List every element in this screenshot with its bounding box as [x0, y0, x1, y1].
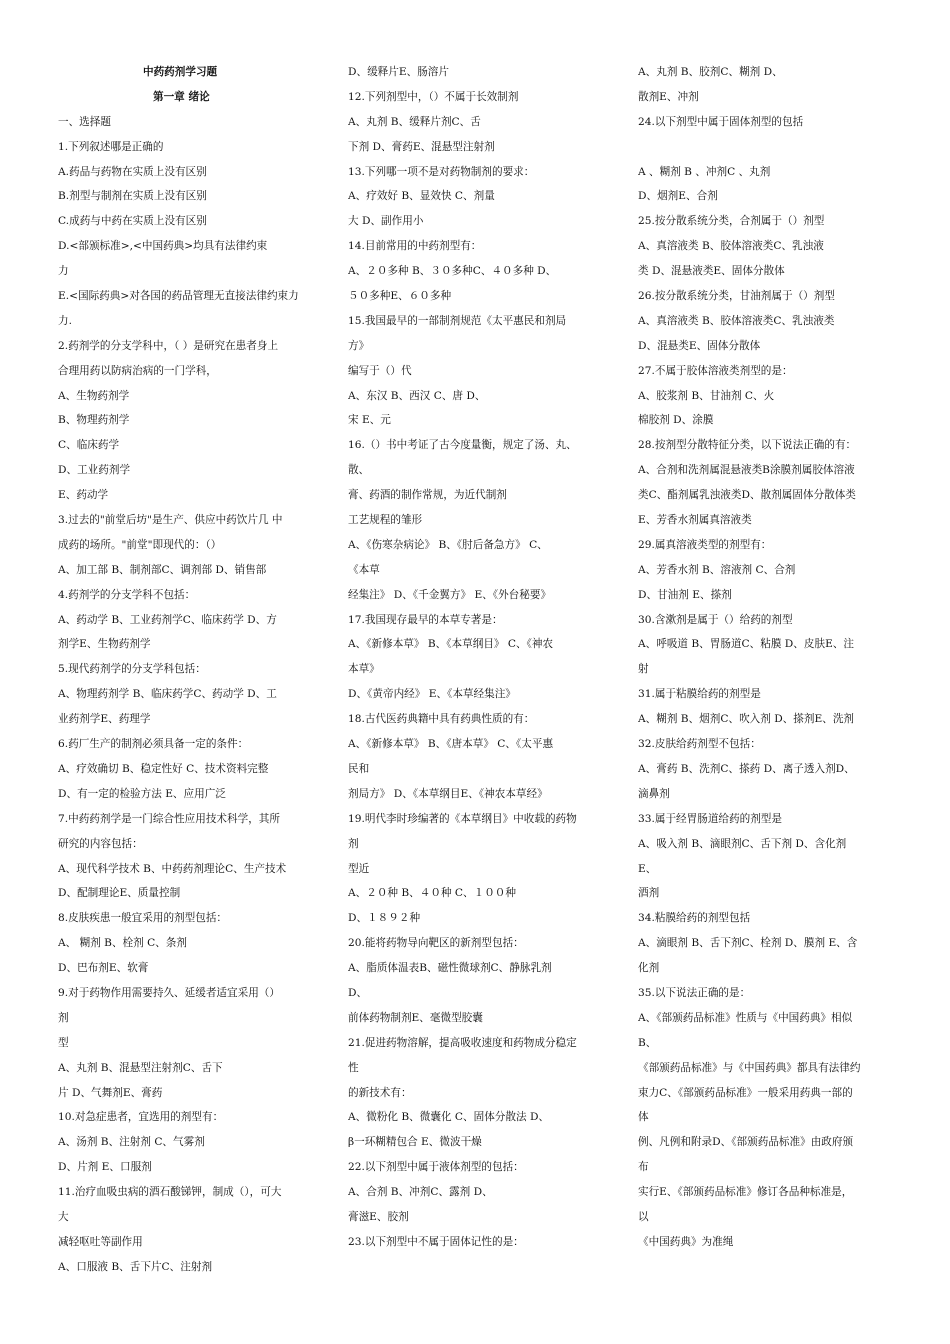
text-line: 编写于（）代 [348, 364, 412, 377]
text-line: 剂 [348, 837, 359, 850]
text-line: A、《新修本草》 B、《本草纲目》 C、《神农 [348, 638, 554, 651]
text-line: 成药的场所。"前堂"即现代的：（） [58, 538, 222, 551]
text-line: B.剂型与制剂在实质上没有区别 [58, 190, 207, 203]
text-line: 33.属于经胃肠道给药的剂型是 [638, 812, 782, 825]
text-line: 片 D、气舞剂E、膏药 [58, 1086, 163, 1099]
text-line: A、物理药剂学 B、临床药学C、药动学 D、工 [58, 688, 277, 701]
text-line: 12.下列剂型中，（）不属于长效制剂 [348, 90, 519, 103]
text-line: D、甘油剂 E、搽剂 [638, 588, 732, 601]
text-line: A、合剂 B、冲剂C、露剂 D、 [348, 1186, 493, 1199]
text-line: A、丸剂 B、胶剂C、糊剂 D、 [638, 66, 783, 78]
text-line: A、膏药 B、洗剂C、搽药 D、离子透入剂D、 [638, 762, 855, 775]
text-line: 研究的内容包括： [58, 837, 143, 850]
text-line: A、２０种 B、４０种 C、１００种 [348, 887, 516, 900]
text-line: 合理用药以防病治病的一门学科， [58, 364, 217, 377]
text-line: A、芳香水剂 B、溶液剂 C、合剂 [638, 563, 796, 576]
text-line: D.<部颁标准>,<中国药典>均具有法律约束 [58, 240, 268, 253]
text-line: D、片剂 E、口服剂 [58, 1161, 152, 1174]
text-line: A、真溶液类 B、胶体溶液类C、乳浊液类 [638, 314, 835, 327]
text-line: 大 D、副作用小 [348, 215, 424, 228]
text-line: A、《新修本草》 B、《唐本草》 C、《太平惠 [348, 738, 554, 751]
text-line: A、微粉化 B、微囊化 C、固体分散法 D、 [348, 1111, 550, 1124]
column-3 [638, 60, 906, 1255]
text-line: A、２０多种 B、３０多种C、４０多种 D、 [348, 265, 557, 278]
document-title: 中药药剂学习题 [143, 66, 218, 78]
text-line: 31.属于粘膜给药的剂型是 [638, 688, 761, 701]
text-line: 28.按剂型分散特征分类，以下说法正确的有： [638, 439, 857, 452]
text-line: 2.药剂学的分支学科中，（ ）是研究在患者身上 [58, 339, 279, 352]
text-line: A、合剂和洗剂属混悬液类B涂膜剂属胶体溶液 [638, 464, 855, 477]
text-line: A、汤剂 B、注射剂 C、气雾剂 [58, 1136, 205, 1149]
text-line: 《中国药典》为准绳 [638, 1235, 734, 1248]
text-line: 3.过去的"前堂后坊"是生产、供应中药饮片几 中 [58, 514, 283, 527]
text-line: 15.我国最早的一部制剂规范《太平惠民和剂局 [348, 314, 567, 327]
text-line: 膏滋E、胶剂 [348, 1210, 409, 1223]
text-line: 10.对急症患者，宜选用的剂型有： [58, 1111, 224, 1124]
text-line: A.药品与药物在实质上没有区别 [58, 165, 207, 178]
text-line: A 、糊剂 B 、冲剂C 、丸剂 [638, 165, 771, 178]
text-line: 散、 [348, 464, 370, 477]
text-line: 类 D、混悬液类E、固体分散体 [638, 265, 785, 278]
text-line: 27.不属于胶体溶液类剂型的是： [638, 364, 793, 377]
text-line: B、 [638, 1036, 657, 1049]
text-line: 民和 [348, 762, 370, 775]
chapter-heading: 第一章 绪论 [153, 90, 210, 103]
text-line: 射 [638, 663, 649, 676]
text-line: 13.下列哪一项不是对药物制剂的要求： [348, 165, 535, 178]
text-line: A、真溶液类 B、胶体溶液类C、乳浊液 [638, 240, 824, 253]
text-line: 酒剂 [638, 887, 660, 900]
text-line: A、《伤寒杂病论》 B、《肘后备急方》 C、 [348, 538, 548, 551]
text-line: 6.药厂生产的制剂必须具备一定的条件： [58, 738, 249, 751]
text-line: 类C、酯剂属乳浊液类D、散剂属固体分散体类 [638, 489, 856, 502]
text-line: D、配制理论E、质量控制 [58, 887, 181, 900]
column-2 [348, 60, 616, 1255]
text-line: 剂局方》 D、《本草纲目E、《神农本草经》 [348, 787, 548, 800]
text-line: 《部颁药品标准》与《中国药典》都具有法律约 [638, 1061, 861, 1074]
text-line: A、生物药剂学 [58, 389, 130, 402]
text-line: 《本草 [348, 563, 380, 576]
text-line: C.成药与中药在实质上没有区别 [58, 215, 207, 228]
text-line [638, 135, 906, 160]
text-line: 的新技术有： [348, 1086, 412, 1099]
text-line: 17.我国现存最早的本草专著是： [348, 613, 503, 626]
text-line: C、临床药学 [58, 439, 120, 452]
text-line: 16.（）书中考证了古今度量衡，规定了汤、丸、 [348, 439, 577, 452]
text-line: A、呼吸道 B、胃肠道C、粘膜 D、皮肤E、注 [638, 638, 855, 651]
text-line: 30.含漱剂是属于（）给药的剂型 [638, 613, 793, 626]
text-line: A、口服液 B、舌下片C、注射剂 [58, 1260, 213, 1273]
text-line: 24.以下剂型中属于固体剂型的包括 [638, 115, 804, 128]
column-1 [58, 60, 326, 1280]
text-line: D、巴布剂E、软膏 [58, 962, 149, 975]
text-line: 5.现代药剂学的分支学科包括： [58, 663, 206, 676]
text-line: D、《黄帝内经》 E、《本草经集注》 [348, 688, 516, 701]
text-line: 35.以下说法正确的是： [638, 986, 751, 999]
text-line: D、１８９２种 [348, 912, 421, 925]
text-line: A、胶浆剂 B、甘油剂 C、火 [638, 389, 775, 402]
text-line: 14.目前常用的中药剂型有： [348, 240, 482, 253]
text-line: E、芳香水剂属真溶液类 [638, 514, 752, 527]
text-line: A、糊剂 B、烟剂C、吹入剂 D、搽剂E、洗剂 [638, 713, 855, 726]
text-line: 减轻呕吐等副作用 [58, 1235, 143, 1248]
text-line: D、 [348, 986, 368, 999]
text-line: A、药动学 B、工业药剂学C、临床药学 D、方 [58, 613, 277, 626]
text-line: A、 糊剂 B、栓剂 C、条剂 [58, 937, 187, 950]
text-line: 32.皮肤给药剂型不包括： [638, 738, 761, 751]
text-line: 性 [348, 1061, 359, 1074]
text-line: A、加工部 B、制剂部C、调剂部 D、销售部 [58, 563, 267, 576]
text-line: 工艺规程的雏形 [348, 514, 423, 527]
text-line: D、有一定的检验方法 E、应用广泛 [58, 787, 226, 800]
text-line: 棉胶剂 D、涂膜 [638, 414, 714, 427]
text-line: 布 [638, 1161, 649, 1174]
text-line: D、缓释片E、肠溶片 [348, 66, 449, 78]
text-line: β一环糊精包合 E、微波干燥 [348, 1136, 482, 1149]
text-line: A、脂质体温表B、磁性微球剂C、静脉乳剂 [348, 962, 552, 975]
text-line: E.<国际药典>对各国的药品管理无直接法律约束力 [58, 290, 299, 303]
text-line: 4.药剂学的分支学科不包括： [58, 588, 196, 601]
text-line: A、现代科学技术 B、中药药剂理论C、生产技术 [58, 862, 287, 875]
text-line: 实行E、《部颁药品标准》修订各品种标准是， [638, 1186, 853, 1199]
text-line: 业药剂学E、药理学 [58, 713, 151, 726]
text-line: 散剂E、冲剂 [638, 90, 699, 103]
text-line: E、 [638, 862, 657, 875]
text-line: 19.明代李时珍编著的《本草纲目》中收载的药物 [348, 812, 577, 825]
text-line: A、《部颁药品标准》性质与《中国药典》相似 [638, 1011, 853, 1024]
text-line: 经集注》 D、《千金翼方》 E、《外台秘要》 [348, 588, 552, 601]
text-line: 剂 [58, 1011, 69, 1024]
text-line: 22.以下剂型中属于液体剂型的包括： [348, 1161, 524, 1174]
text-line: 例、凡例和附录D、《部颁药品标准》由政府颁 [638, 1136, 854, 1149]
text-line: 18.古代医药典籍中具有药典性质的有： [348, 713, 535, 726]
text-line: 大 [58, 1210, 69, 1223]
text-line: 束力C、《部颁药品标准》一般采用药典一部的 [638, 1086, 853, 1099]
text-line: B、物理药剂学 [58, 414, 130, 427]
text-line: 型 [58, 1036, 69, 1049]
text-line: 34.粘膜给药的剂型包括 [638, 912, 751, 925]
text-line: 前体药物制剂E、毫微型胶囊 [348, 1011, 483, 1024]
text-line: A、东汉 B、西汉 C、唐 D、 [348, 389, 486, 402]
text-line: 23.以下剂型中不属于固体记性的是： [348, 1235, 524, 1248]
text-line: 1.下列叙述哪是正确的 [58, 140, 164, 153]
text-line: 宋 E、元 [348, 414, 391, 427]
text-line: 21.促进药物溶解，提高吸收速度和药物成分稳定 [348, 1036, 577, 1049]
text-line: 一、选择题 [58, 115, 111, 128]
text-line: 体 [638, 1111, 649, 1124]
text-line: 26.按分散系统分类，甘油剂属于（）剂型 [638, 290, 835, 303]
text-line: ５０多种E、６０多种 [348, 290, 452, 303]
text-line: 剂学E、生物药剂学 [58, 638, 151, 651]
text-line: D、烟剂E、合剂 [638, 190, 718, 203]
text-line: 力. [58, 314, 72, 327]
text-line: 25.按分散系统分类，合剂属于（）剂型 [638, 215, 825, 228]
text-line: 化剂 [638, 962, 660, 975]
text-line: 滴鼻剂 [638, 787, 670, 800]
text-line: 9.对于药物作用需要持久、延缓者适宜采用（） [58, 986, 280, 999]
text-line: 型近 [348, 862, 370, 875]
text-line: D、混悬类E、固体分散体 [638, 339, 761, 352]
text-line: D、工业药剂学 [58, 464, 131, 477]
text-line: 7.中药药剂学是一门综合性应用技术科学，其所 [58, 812, 280, 825]
text-line: 11.治疗血吸虫病的酒石酸锑钾，制成（），可大 [58, 1186, 282, 1199]
text-line: 8.皮肤疾患一般宜采用的剂型包括： [58, 912, 228, 925]
text-line: A、丸剂 B、混悬型注射剂C、舌下 [58, 1061, 223, 1074]
text-line: E、药动学 [58, 489, 109, 502]
text-line: 力 [58, 265, 69, 278]
text-line: A、丸剂 B、缓释片剂C、舌 [348, 115, 481, 128]
text-line: 29.属真溶液类型的剂型有： [638, 538, 772, 551]
text-line: A、吸入剂 B、滴眼剂C、舌下剂 D、含化剂 [638, 837, 847, 850]
text-line: 20.能将药物导向靶区的新剂型包括： [348, 937, 524, 950]
text-line: 以 [638, 1210, 649, 1223]
text-line: A、疗效好 B、显效快 C、剂量 [348, 190, 495, 203]
text-line: 本草》 [348, 663, 380, 676]
text-line: 下剂 D、膏药E、混悬型注射剂 [348, 140, 495, 153]
text-line: 方》 [348, 339, 370, 352]
text-line: A、滴眼剂 B、舌下剂C、栓剂 D、膜剂 E、含 [638, 937, 858, 950]
text-line: A、疗效确切 B、稳定性好 C、技术资料完整 [58, 762, 269, 775]
text-line: 膏、药酒的制作常规，为近代制剂 [348, 489, 507, 502]
